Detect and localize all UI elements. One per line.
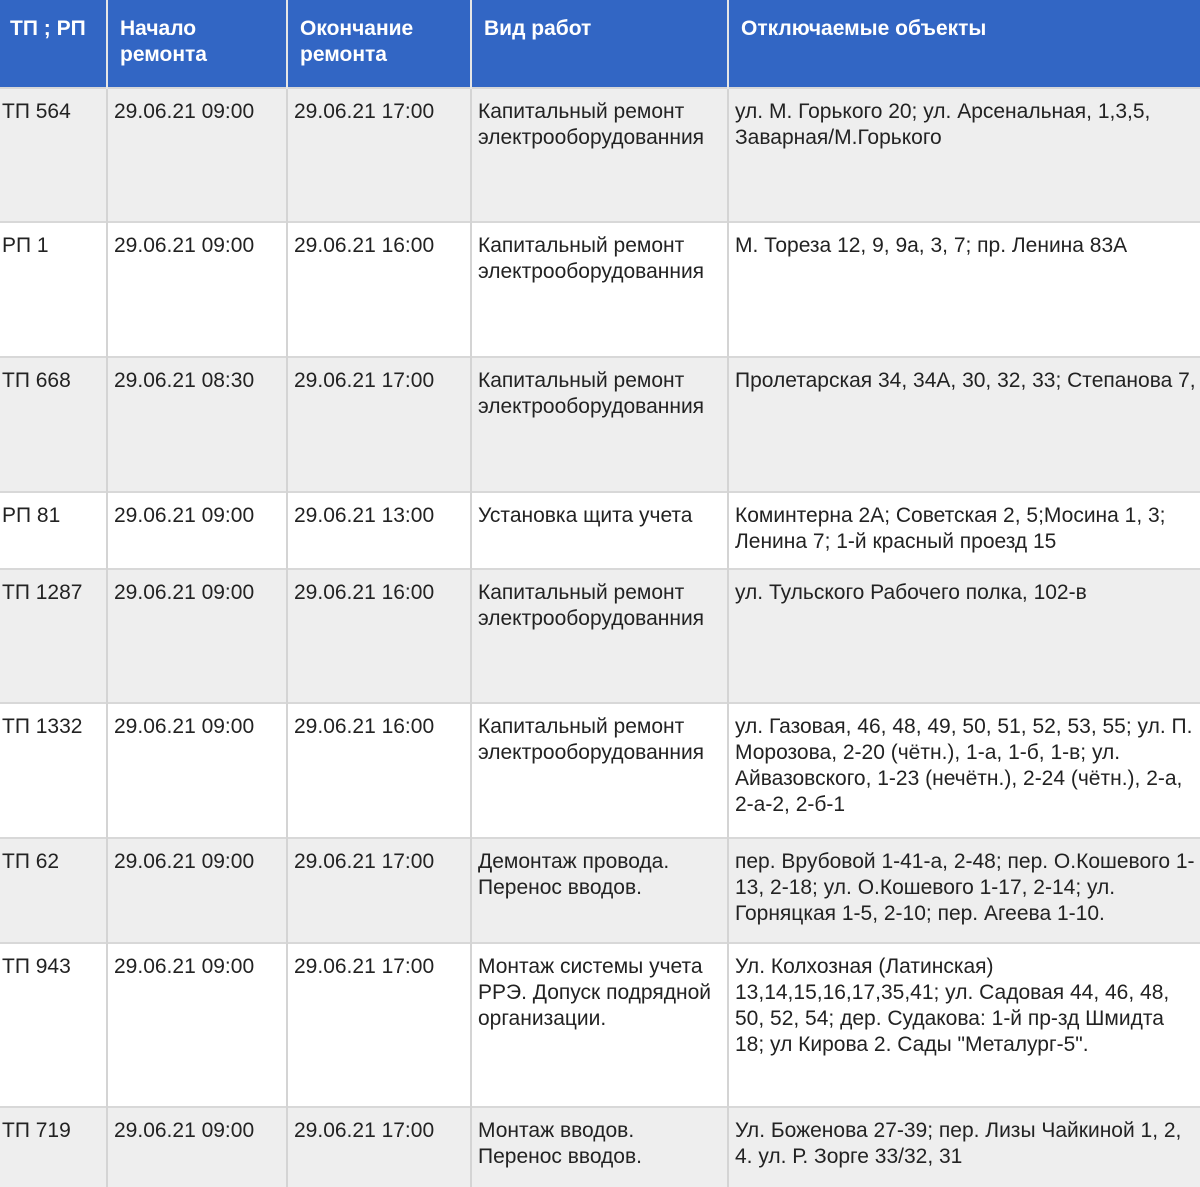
cell-start: 29.06.21 09:00: [107, 943, 287, 1107]
cell-tp: ТП 668: [0, 357, 107, 492]
cell-work: Капитальный ремонт электрооборудованния: [471, 703, 728, 838]
cell-start: 29.06.21 09:00: [107, 569, 287, 703]
cell-start: 29.06.21 09:00: [107, 222, 287, 357]
cell-tp: ТП 62: [0, 838, 107, 943]
cell-objects: ул. Тульского Рабочего полка, 102-в: [728, 569, 1200, 703]
table-row: [0, 88, 1200, 222]
cell-objects: пер. Врубовой 1-41-а, 2-48; пер. О.Кошевого 1-13, 2-18; ул. О.Кошевого 1-17, 2-14; ул. Горняцкая 1-5, 2-10; пер. Агеева 1-10.: [728, 838, 1200, 943]
cell-objects: ул. М. Горького 20; ул. Арсенальная, 1,3,5, Заварная/М.Горького: [728, 88, 1200, 222]
header-end: Окончание ремонта: [287, 0, 471, 88]
cell-end: 29.06.21 17:00: [287, 943, 471, 1107]
cell-start: 29.06.21 09:00: [107, 703, 287, 838]
cell-work: Установка щита учета: [471, 492, 728, 569]
cell-tp: РП 1: [0, 222, 107, 357]
cell-objects: Пролетарская 34, 34А, 30, 32, 33; Степанова 7,: [728, 357, 1200, 492]
cell-work: Капитальный ремонт электрооборудованния: [471, 569, 728, 703]
table-row: [0, 838, 1200, 943]
table-header: [0, 0, 1200, 88]
cell-objects: Коминтерна 2А; Советская 2, 5;Мосина 1, 3; Ленина 7; 1-й красный проезд 15: [728, 492, 1200, 569]
header-objects: Отключаемые объекты: [728, 0, 1200, 88]
cell-start: 29.06.21 09:00: [107, 838, 287, 943]
cell-work: Капитальный ремонт электрооборудованния: [471, 222, 728, 357]
table-row: [0, 357, 1200, 492]
cell-tp: РП 81: [0, 492, 107, 569]
header-tp: ТП ; РП: [0, 0, 107, 88]
cell-objects: Ул. Боженова 27-39; пер. Лизы Чайкиной 1, 2, 4. ул. Р. Зорге 33/32, 31: [728, 1107, 1200, 1187]
table-row: [0, 943, 1200, 1107]
cell-tp: ТП 1287: [0, 569, 107, 703]
header-row: [0, 0, 1200, 88]
cell-end: 29.06.21 17:00: [287, 88, 471, 222]
cell-work: Капитальный ремонт электрооборудованния: [471, 88, 728, 222]
cell-work: Демонтаж провода. Перенос вводов.: [471, 838, 728, 943]
table-row: [0, 569, 1200, 703]
cell-objects: М. Тореза 12, 9, 9а, 3, 7; пр. Ленина 83А: [728, 222, 1200, 357]
cell-start: 29.06.21 09:00: [107, 88, 287, 222]
cell-start: 29.06.21 09:00: [107, 1107, 287, 1187]
header-start: Начало ремонта: [107, 0, 287, 88]
header-work: Вид работ: [471, 0, 728, 88]
cell-end: 29.06.21 16:00: [287, 703, 471, 838]
cell-tp: ТП 1332: [0, 703, 107, 838]
table-row: [0, 703, 1200, 838]
cell-end: 29.06.21 16:00: [287, 222, 471, 357]
cell-end: 29.06.21 17:00: [287, 357, 471, 492]
cell-tp: ТП 943: [0, 943, 107, 1107]
cell-tp: ТП 719: [0, 1107, 107, 1187]
cell-end: 29.06.21 16:00: [287, 569, 471, 703]
cell-work: Капитальный ремонт электрооборудованния: [471, 357, 728, 492]
cell-end: 29.06.21 13:00: [287, 492, 471, 569]
cell-end: 29.06.21 17:00: [287, 838, 471, 943]
cell-end: 29.06.21 17:00: [287, 1107, 471, 1187]
table-row: [0, 492, 1200, 569]
cell-work: Монтаж вводов. Перенос вводов.: [471, 1107, 728, 1187]
table-row: [0, 222, 1200, 357]
cell-work: Монтаж системы учета РРЭ. Допуск подрядной организации.: [471, 943, 728, 1107]
cell-tp: ТП 564: [0, 88, 107, 222]
cell-start: 29.06.21 09:00: [107, 492, 287, 569]
cell-objects: ул. Газовая, 46, 48, 49, 50, 51, 52, 53, 55; ул. П. Морозова, 2-20 (чётн.), 1-а, 1-б, 1-в; ул. Айвазовского, 1-23 (нечётн.), 2-24 (чётн.), 2-а, 2-а-2, 2-б-1: [728, 703, 1200, 838]
cell-objects: Ул. Колхозная (Латинская) 13,14,15,16,17,35,41; ул. Садовая 44, 46, 48, 50, 52, 54; дер. Судакова: 1-й пр-зд Шмидта 18; ул Кирова 2. Сады "Металург-5".: [728, 943, 1200, 1107]
cell-start: 29.06.21 08:30: [107, 357, 287, 492]
table-row: [0, 1107, 1200, 1187]
